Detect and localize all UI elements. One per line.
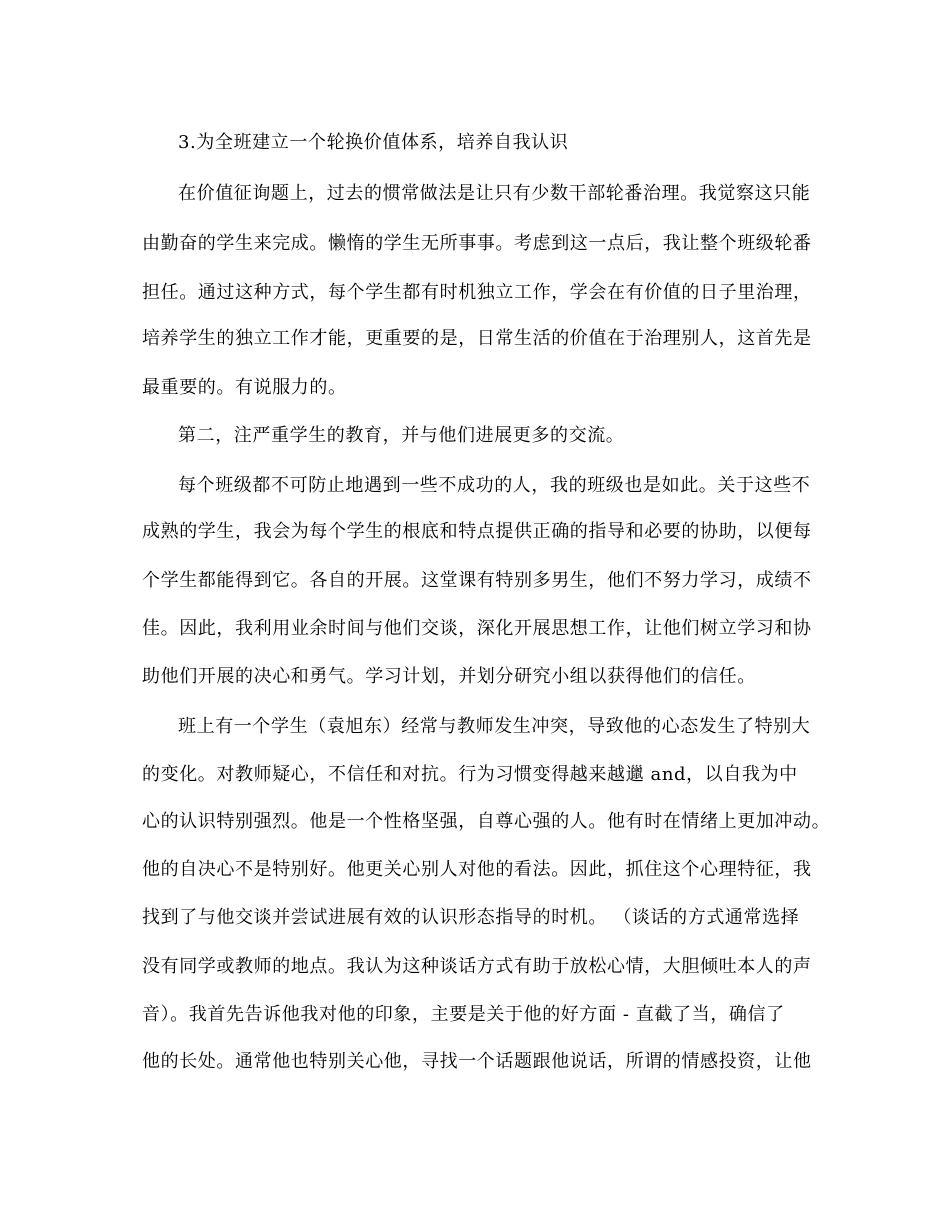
paragraph-line: 音）。我首先告诉他我对他的印象，主要是关于他的好方面 - 直截了当，确信了 (142, 1004, 785, 1025)
paragraph-line: 由勤奋的学生来完成。懒惰的学生无所事事。考虑到这一点后，我让整个班级轮番 (142, 233, 812, 254)
paragraph-line: 在价值征询题上，过去的惯常做法是让只有少数干部轮番治理。我觉察这只能 (178, 183, 811, 204)
paragraph-line: 心的认识特别强烈。他是一个性格坚强，自尊心强的人。他有时在情绪上更加冲动。 (142, 811, 831, 832)
paragraph-line: 成熟的学生，我会为每个学生的根底和特点提供正确的指导和必要的协助，以便每 (142, 521, 812, 542)
paragraph-line: 担任。通过这种方式，每个学生都有时机独立工作，学会在有价值的日子里治理， (142, 282, 812, 303)
paragraph-line: 佳。因此，我利用业余时间与他们交谈，深化开展思想工作，让他们树立学习和协 (142, 618, 812, 639)
paragraph-line: 他的自决心不是特别好。他更关心别人对他的看法。因此，抓住这个心理特征，我 (142, 859, 812, 880)
paragraph-line: 个学生都能得到它。各自的开展。这堂课有特别多男生，他们不努力学习，成绩不 (142, 570, 812, 591)
paragraph-line: 助他们开展的决心和勇气。学习计划，并划分研究小组以获得他们的信任。 (142, 666, 756, 687)
paragraph-line: 他的长处。通常他也特别关心他，寻找一个话题跟他说话，所谓的情感投资，让他 (142, 1051, 812, 1072)
paragraph-heading: 第二，注严重学生的教育，并与他们进展更多的交流。 (178, 425, 625, 446)
paragraph-line: 培养学生的独立工作才能，更重要的是，日常生活的价值在于治理别人，这首先是 (142, 328, 812, 349)
paragraph-line: 最重要的。有说服力的。 (142, 377, 347, 398)
paragraph-line: 每个班级都不可防止地遇到一些不成功的人，我的班级也是如此。关于这些不 (178, 475, 811, 496)
paragraph-line: 的变化。对教师疑心，不信任和对抗。行为习惯变得越来越邋 and，以自我为中 (142, 764, 798, 785)
section-heading: 3.为全班建立一个轮换价值体系，培养自我认识 (178, 132, 569, 153)
paragraph-line: 找到了与他交谈并尝试进展有效的认识形态指导的时机。 （谈话的方式通常选择 (142, 907, 800, 928)
paragraph-line: 班上有一个学生（袁旭东）经常与教师发生冲突，导致他的心态发生了特别大 (178, 716, 811, 737)
paragraph-line: 没有同学或教师的地点。我认为这种谈话方式有助于放松心情，大胆倾吐本人的声 (142, 956, 812, 977)
